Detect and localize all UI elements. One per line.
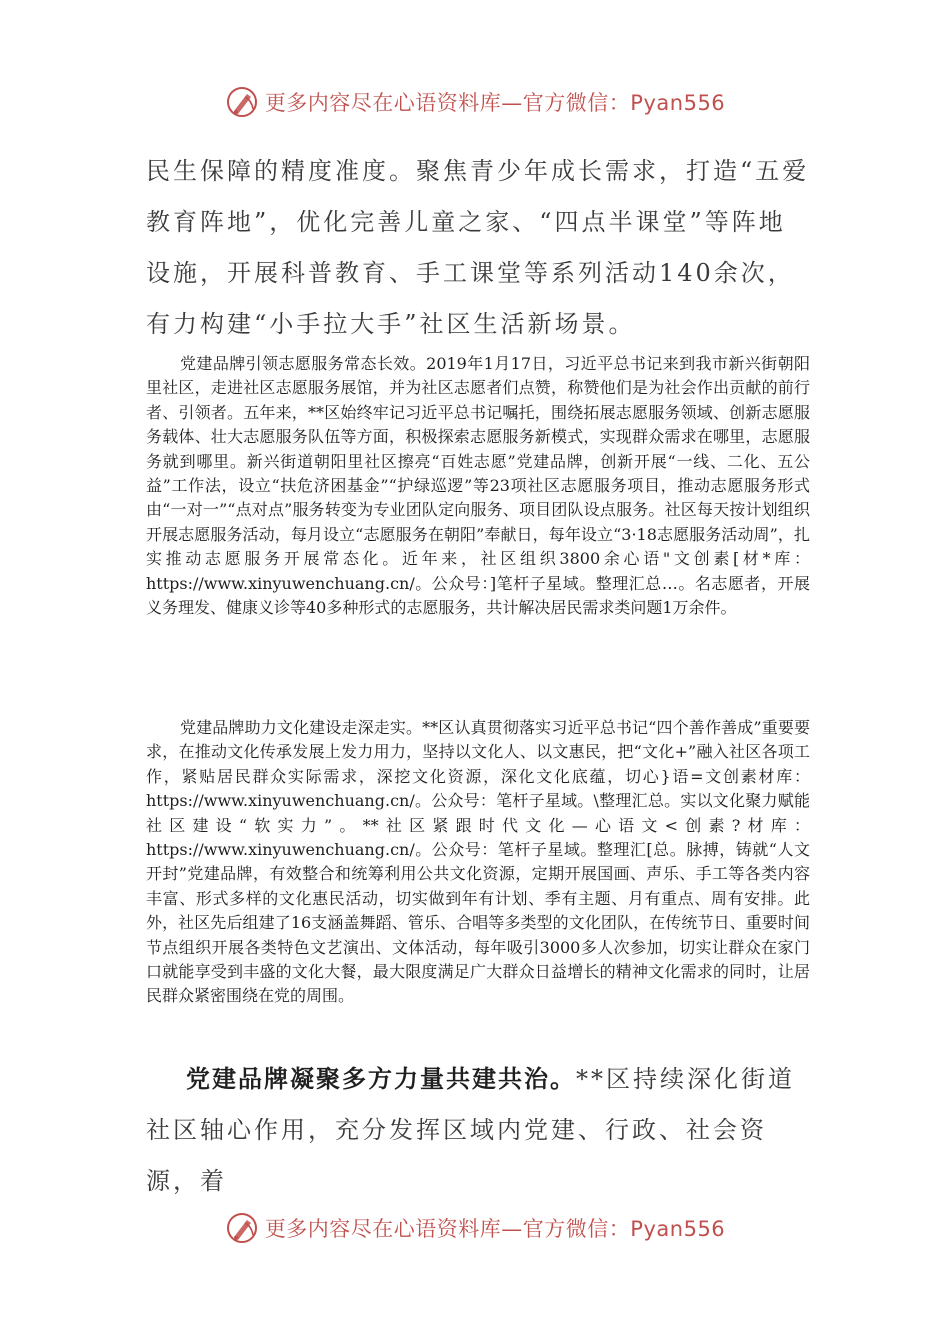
footer-banner-text: 更多内容尽在心语资料库—官方微信：Pyan556 xyxy=(264,1217,726,1241)
pen-nib-circle-logo-icon xyxy=(225,1211,259,1245)
pen-nib-circle-logo-icon xyxy=(225,85,259,119)
paragraph-heading-bold: 党建品牌凝聚多方力量共建共治。 xyxy=(186,1065,576,1093)
header-banner xyxy=(0,80,950,124)
paragraph-continuation: 民生保障的精度准度。聚焦青少年成长需求，打造“五爱教育阵地”，优化完善儿童之家、“四点半课堂”等阵地设施，开展科普教育、手工课堂等系列活动140余次，有力构建“小手拉大手”社区生活新场景。 xyxy=(146,157,810,338)
paragraph-culture-building: 党建品牌助力文化建设走深走实。**区认真贯彻落实习近平总书记“四个善作善成”重要要求，在推动文化传承发展上发力用力，坚持以文化人、以文惠民，把“文化+”融入社区各项工作，紧贴居民群众实际需求，深挖文化资源，深化文化底蕴，切心}语=文创素材库：https://www.xinyuwenchuang.cn/。公众号：笔杆子星域。\整理汇总。实以文化聚力赋能社区建设“软实力”。**社区紧跟时代文化—心语文<创素?材库：https://www.xinyuwenchuang.cn/。公众号：笔杆子星域。整理汇[总。脉搏，铸就“人文开封”党建品牌，有效整合和统筹利用公共文化资源，定期开展国画、声乐、手工等各类内容丰富、形式多样的文化惠民活动，切实做到年有计划、季有主题、月有重点、周有安排。此外，社区先后组建了16支涵盖舞蹈、管乐、合唱等多类型的文化团队，在传统节日、重要时间节点组织开展各类特色文艺演出、文体活动，每年吸引3000多人次参加，切实让群众在家门口就能享受到丰盛的文化大餐，最大限度满足广大群众日益增长的精神文化需求的同时，让居民群众紧密围绕在党的周围。 xyxy=(146,718,810,1006)
header-banner-text: 更多内容尽在心语资料库—官方微信：Pyan556 xyxy=(264,91,726,115)
footer-banner xyxy=(0,1206,950,1250)
paragraph-volunteer-service: 党建品牌引领志愿服务常态长效。2019年1月17日，习近平总书记来到我市新兴街朝阳里社区，走进社区志愿服务展馆，并为社区志愿者们点赞，称赞他们是为社会作出贡献的前行者、引领者。五年来，**区始终牢记习近平总书记嘱托，围绕拓展志愿服务领域、创新志愿服务载体、壮大志愿服务队伍等方面，积极探索志愿服务新模式，实现群众需求在哪里，志愿服务就到哪里。新兴街道朝阳里社区擦亮“百姓志愿”党建品牌，创新开展“一线、二化、五公益”工作法，设立“扶危济困基金”“护绿巡逻”等23项社区志愿服务项目，推动志愿服务形式由“一对一”“点对点”服务转变为专业团队定向服务、项目团队设点服务。社区每天按计划组织开展志愿服务活动，每月设立“志愿服务在朝阳”奉献日，每年设立“3·18志愿服务活动周”，扎实推动志愿服务开展常态化。近年来，社区组织3800余心语"文创素[材*库：https://www.xinyuwenchuang.cn/。公众号：]笔杆子星域。整理汇总…。名志愿者，开展义务理发、健康义诊等40多种形式的志愿服务，共计解决居民需求类问题1万余件。 xyxy=(146,354,810,618)
paragraph-co-governance xyxy=(146,1054,810,1207)
paragraph-body: **区持续深化街道社区轴心作用，充分发挥区域内党建、行政、社会资源，着 xyxy=(146,1065,795,1195)
